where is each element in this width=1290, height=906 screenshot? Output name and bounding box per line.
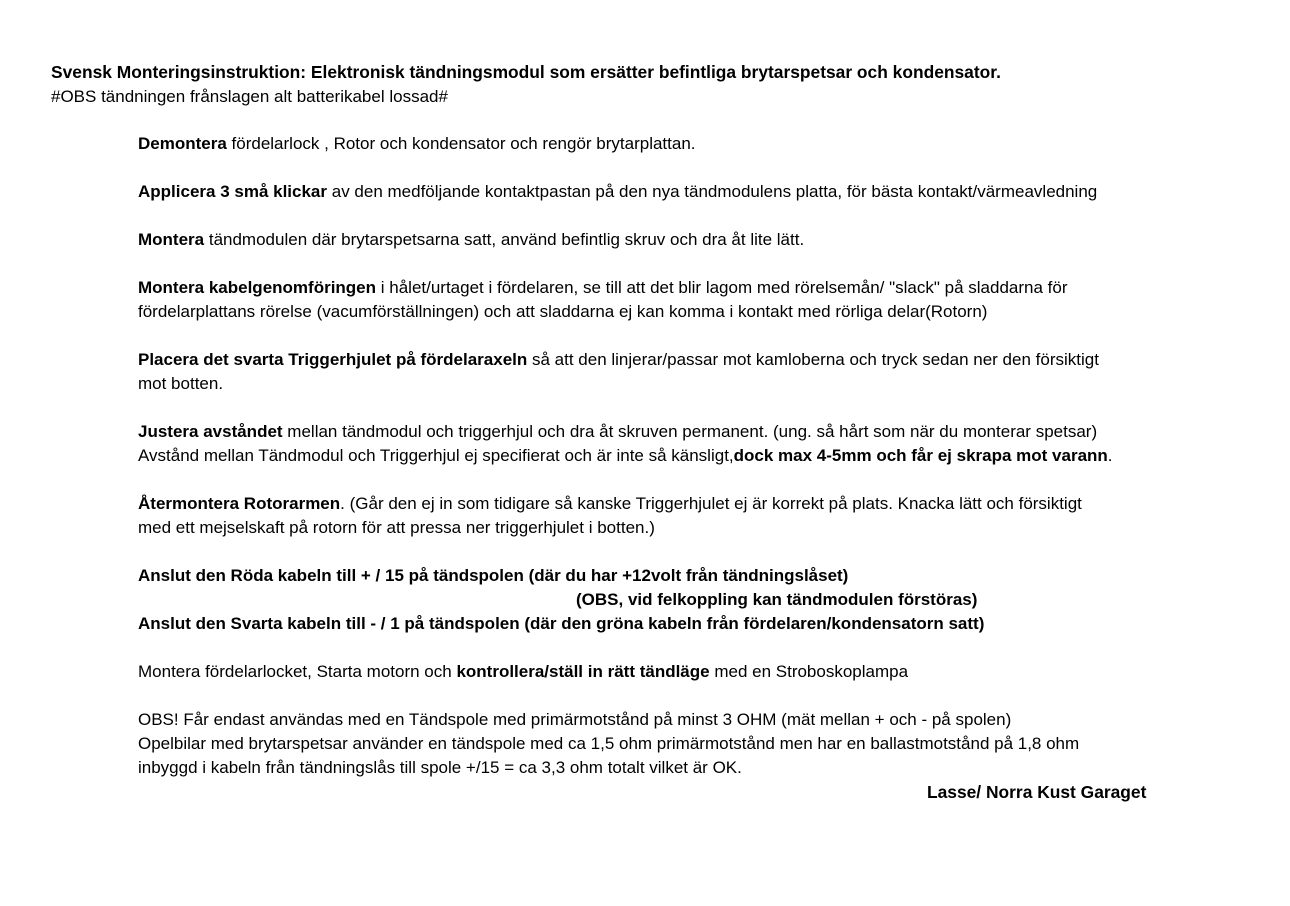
step-final — [138, 660, 1178, 684]
document-title: Svensk Monteringsinstruktion: Elektronisk tändningsmodul som ersätter befintliga brytarspetsar och kondensator. — [51, 62, 1001, 82]
step-keyword: Montera kabelgenomföringen — [138, 278, 377, 297]
step-text: . (Går den ej in som tidigare så kanske Triggerhjulet ej är korrekt på plats. Knacka lätt och försiktigt — [340, 494, 1082, 513]
step-line — [138, 348, 1178, 372]
step-montera — [138, 228, 1178, 252]
step-line — [138, 492, 1178, 516]
step-keyword: Återmontera Rotorarmen — [138, 494, 341, 513]
step-text: i hålet/urtaget i fördelaren, se till att det blir lagom med rörelsemån/ "slack" på sladdarna för — [376, 278, 1068, 297]
step-keyword: Justera avståndet — [138, 422, 283, 441]
step-justera — [138, 420, 1178, 468]
step-text: så att den linjerar/passar mot kamloberna och tryck sedan ner den försiktigt — [527, 350, 1099, 369]
step-text: mellan tändmodul och triggerhjul och dra åt skruven permanent. (ung. så hårt som när du monterar spetsar) — [282, 422, 1098, 441]
connection-warning: (OBS, vid felkoppling kan tändmodulen förstöras) — [576, 590, 978, 609]
step-line-continued — [138, 444, 1178, 468]
step-applicera — [138, 180, 1178, 204]
step-keyword: Placera det svarta Triggerhjulet på fördelaraxeln — [138, 350, 528, 369]
step-kabelgenomforing — [138, 276, 1178, 324]
step-line-continued: mot botten. — [138, 374, 224, 393]
step-text: av den medföljande kontaktpastan på den nya tändmodulens platta, för bästa kontakt/värmeavledning — [327, 182, 1098, 201]
step-text: fördelarlock , Rotor och kondensator och rengör brytarplattan. — [226, 134, 696, 153]
connection-black: Anslut den Svarta kabeln till - / 1 på tändspolen (där den gröna kabeln från fördelaren/kondensatorn satt) — [138, 614, 985, 633]
step-text: Avstånd mellan Tändmodul och Triggerhjul ej specifierat och är inte så känsligt, — [138, 446, 734, 465]
step-keyword: Demontera — [138, 134, 227, 153]
step-rotorarm — [138, 492, 1178, 540]
step-text: Montera fördelarlocket, Starta motorn och — [138, 662, 457, 681]
instruction-body — [138, 132, 1178, 804]
step-line — [138, 276, 1178, 300]
connection-red: Anslut den Röda kabeln till + / 15 på tändspolen (där du har +12volt från tändningslåset) — [138, 566, 849, 585]
step-demontera — [138, 132, 1178, 156]
step-line — [138, 132, 1178, 156]
step-emphasis: kontrollera/ställ in rätt tändläge — [456, 662, 710, 681]
resistance-note — [138, 708, 1178, 780]
step-text: med en Stroboskoplampa — [709, 662, 909, 681]
note-line: OBS! Får endast användas med en Tändspole med primärmotstånd på minst 3 OHM (mät mellan + och - på spolen) — [138, 710, 1012, 729]
step-emphasis: dock max 4-5mm och får ej skrapa mot varann — [733, 446, 1108, 465]
step-text: . — [1107, 446, 1113, 465]
step-line — [138, 228, 1178, 252]
step-triggerhjul — [138, 348, 1178, 396]
note-line: inbyggd i kabeln från tändningslås till spole +/15 = ca 3,3 ohm totalt vilket är OK. — [138, 758, 742, 777]
document-subtitle: #OBS tändningen frånslagen alt batterikabel lossad# — [51, 87, 448, 106]
signature: Lasse/ Norra Kust Garaget — [927, 782, 1147, 802]
step-line-continued: med ett mejselskaft på rotorn för att pressa ner triggerhjulet i botten.) — [138, 518, 655, 537]
connection-instructions — [138, 564, 1178, 636]
step-text: tändmodulen där brytarspetsarna satt, använd befintlig skruv och dra åt lite lätt. — [204, 230, 805, 249]
step-line — [138, 660, 1178, 684]
note-line: Opelbilar med brytarspetsar använder en tändspole med ca 1,5 ohm primärmotstånd men har en ballastmotstånd på 1,8 ohm — [138, 734, 1080, 753]
step-line — [138, 180, 1178, 204]
step-line-continued: fördelarplattans rörelse (vacumförställningen) och att sladdarna ej kan komma i kontakt med rörliga delar(Rotorn) — [138, 302, 988, 321]
step-keyword: Applicera 3 små klickar — [138, 182, 328, 201]
step-line — [138, 420, 1178, 444]
step-keyword: Montera — [138, 230, 205, 249]
